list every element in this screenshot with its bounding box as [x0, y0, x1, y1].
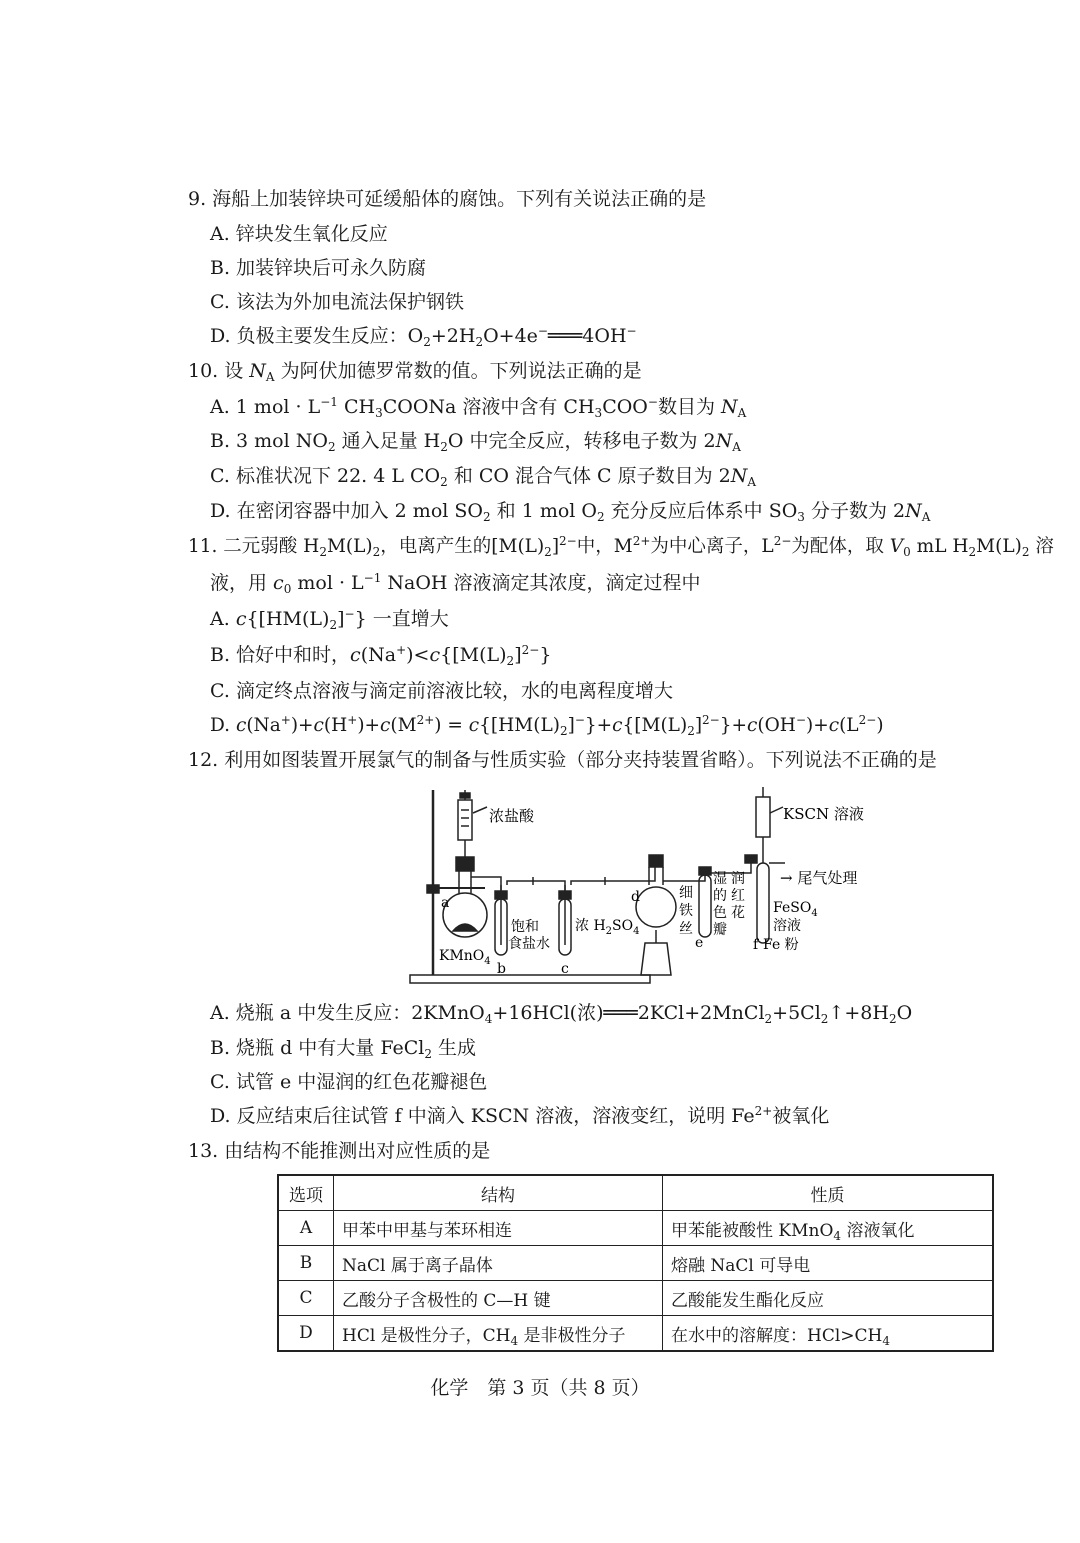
q12-stem: 12. 利用如图装置开展氯气的制备与性质实验（部分夹持装置省略）。下列说法不正确的是	[188, 749, 937, 771]
page-footer: 化学 第 3 页（共 8 页）	[430, 1377, 650, 1399]
label-petal-3: 色	[713, 905, 727, 921]
row-b-option: B	[278, 1246, 334, 1281]
label-solution: 溶液	[773, 918, 801, 934]
q10-option-a: A. 1 mol · $L^{-1}$ $CH_3COONa$ 溶液中含有 $CH_3COO^-$数目为 $N_A$	[210, 395, 747, 420]
q13-stem: 13. 由结构不能推测出对应性质的是	[188, 1140, 491, 1162]
row-a-property: 甲苯能被酸性 KMnO$_4$ 溶液氧化	[663, 1211, 994, 1246]
apparatus-diagram	[405, 785, 885, 990]
label-a: a	[441, 895, 450, 911]
flask-d	[636, 887, 676, 927]
table-row	[278, 1211, 993, 1246]
label-kscn: KSCN 溶液	[783, 805, 864, 823]
q10-option-c: C. 标准状况下 22. 4 L $CO_2$ 和 CO 混合气体 C 原子数目为 $2N_A$	[210, 465, 757, 489]
q10-option-d: D. 在密闭容器中加入 2 mol $SO_2$ 和 1 mol $O_2$ 充分反应后体系中 $SO_3$ 分子数为 $2N_A$	[210, 500, 931, 524]
label-f: f	[753, 937, 759, 953]
row-c-property: 乙酸能发生酯化反应	[663, 1281, 994, 1316]
label-d: d	[631, 889, 640, 905]
label-iron-wire-1: 细	[679, 885, 693, 901]
row-d-option: D	[278, 1316, 334, 1352]
table-row	[278, 1281, 993, 1316]
q11-stem-line1: 11. 二元弱酸 $H_2M(L)_2$，电离产生的$[M(L)_2]^{2-}$中，$M^{2+}$为中心离子，$L^{2-}$为配体，取 $V_0$ mL $H_2M(L)_2$ 溶	[188, 534, 1054, 559]
q10-option-b: B. 3 mol $NO_2$ 通入足量 $H_2O$ 中完全反应，转移电子数为 $2N_A$	[210, 430, 741, 454]
table-header-row	[278, 1175, 993, 1211]
label-b: b	[497, 961, 506, 977]
header-option: 选项	[278, 1175, 334, 1211]
q11-option-b: B. 恰好中和时，$c(Na^+)<c\{[M(L)_2]^{2-}\}$	[210, 643, 552, 668]
q9-option-b: B. 加装锌块后可永久防腐	[210, 257, 427, 279]
kmno4-solid	[453, 924, 477, 931]
label-iron-wire-3: 丝	[679, 921, 693, 937]
hcl-funnel	[458, 800, 472, 840]
test-tube-f	[757, 863, 769, 943]
kscn-dropper	[756, 797, 770, 837]
label-feso4: FeSO$_4$	[773, 900, 818, 919]
stand-base	[410, 975, 650, 983]
label-petal-2: 的	[713, 888, 727, 904]
label-petal-4: 瓣	[713, 922, 727, 938]
q9-option-a: A. 锌块发生氧化反应	[210, 223, 388, 245]
label-conc-hcl: 浓盐酸	[489, 807, 535, 825]
row-b-structure: NaCl 属于离子晶体	[334, 1246, 663, 1281]
row-a-option: A	[278, 1211, 334, 1246]
row-a-structure: 甲苯中甲基与苯环相连	[334, 1211, 663, 1246]
row-b-property: 熔融 NaCl 可导电	[663, 1246, 994, 1281]
q11-stem-line2: 液，用 $c_0$ mol · $L^{-1}$ NaOH 溶液滴定其浓度，滴定过程中	[210, 571, 701, 596]
header-property: 性质	[663, 1175, 994, 1211]
label-tail-gas: → 尾气处理	[780, 869, 858, 887]
table-row	[278, 1316, 993, 1352]
q11-option-c: C. 滴定终点溶液与滴定前溶液比较，水的电离程度增大	[210, 680, 673, 702]
label-c: c	[561, 961, 569, 977]
q10-stem: 10. 设 $N_A$ 为阿伏加德罗常数的值。下列说法正确的是	[188, 360, 642, 384]
row-d-property: 在水中的溶解度：$HCl>CH_4$	[663, 1316, 994, 1352]
label-fe-powder: Fe 粉	[763, 937, 799, 953]
label-kmno4: KMnO$_4$	[439, 948, 491, 967]
q9-stem: 9. 海船上加装锌块可延缓船体的腐蚀。下列有关说法正确的是	[188, 188, 707, 210]
row-d-structure: HCl 是极性分子，$CH_4$ 是非极性分子	[334, 1316, 663, 1352]
q11-option-a: A. $c\{[HM(L)_2]^-\}$ 一直增大	[210, 607, 449, 632]
q9-option-d: D. 负极主要发生反应：$O_2+2H_2O+4e^-═══4OH^-$	[210, 324, 637, 349]
label-sat-brine-1: 饱和	[511, 919, 539, 935]
label-sat-brine-2: 食盐水	[508, 936, 550, 952]
header-structure: 结构	[334, 1175, 663, 1211]
test-tube-e	[699, 875, 711, 937]
q12-option-c: C. 试管 e 中湿润的红色花瓣褪色	[210, 1071, 488, 1093]
q12-option-a: A. 烧瓶 a 中发生反应：2KMnO$_4$+16HCl(浓)$═══2KCl+2MnCl_2+5Cl_2↑+8H_2O$	[210, 1002, 913, 1026]
label-petal-7: 花	[731, 905, 745, 921]
q9-option-c: C. 该法为外加电流法保护钢铁	[210, 291, 464, 313]
q12-option-d: D. 反应结束后往试管 f 中滴入 KSCN 溶液，溶液变红，说明 $Fe^{2+}$被氧化	[210, 1104, 830, 1127]
burner	[641, 943, 671, 975]
label-petal-5: 润	[731, 871, 745, 887]
row-c-structure: 乙酸分子含极性的 C—H 键	[334, 1281, 663, 1316]
q13-table	[277, 1174, 994, 1352]
row-c-option: C	[278, 1281, 334, 1316]
table-row	[278, 1246, 993, 1281]
label-petal-1: 湿	[713, 871, 727, 887]
label-petal-6: 红	[731, 888, 745, 904]
label-e: e	[695, 935, 704, 951]
label-conc-h2so4: 浓 $H_2SO_4$	[575, 918, 640, 937]
q11-option-d: D. $c(Na^+)+c(H^+)+c(M^{2+}) = c\{[HM(L)_2]^-\}+c\{[M(L)_2]^{2-}\}+c(OH^-)+c(L^{2-})$	[210, 713, 884, 738]
label-iron-wire-2: 铁	[679, 903, 693, 919]
q12-option-b: B. 烧瓶 d 中有大量 FeCl$_2$ 生成	[210, 1037, 477, 1061]
